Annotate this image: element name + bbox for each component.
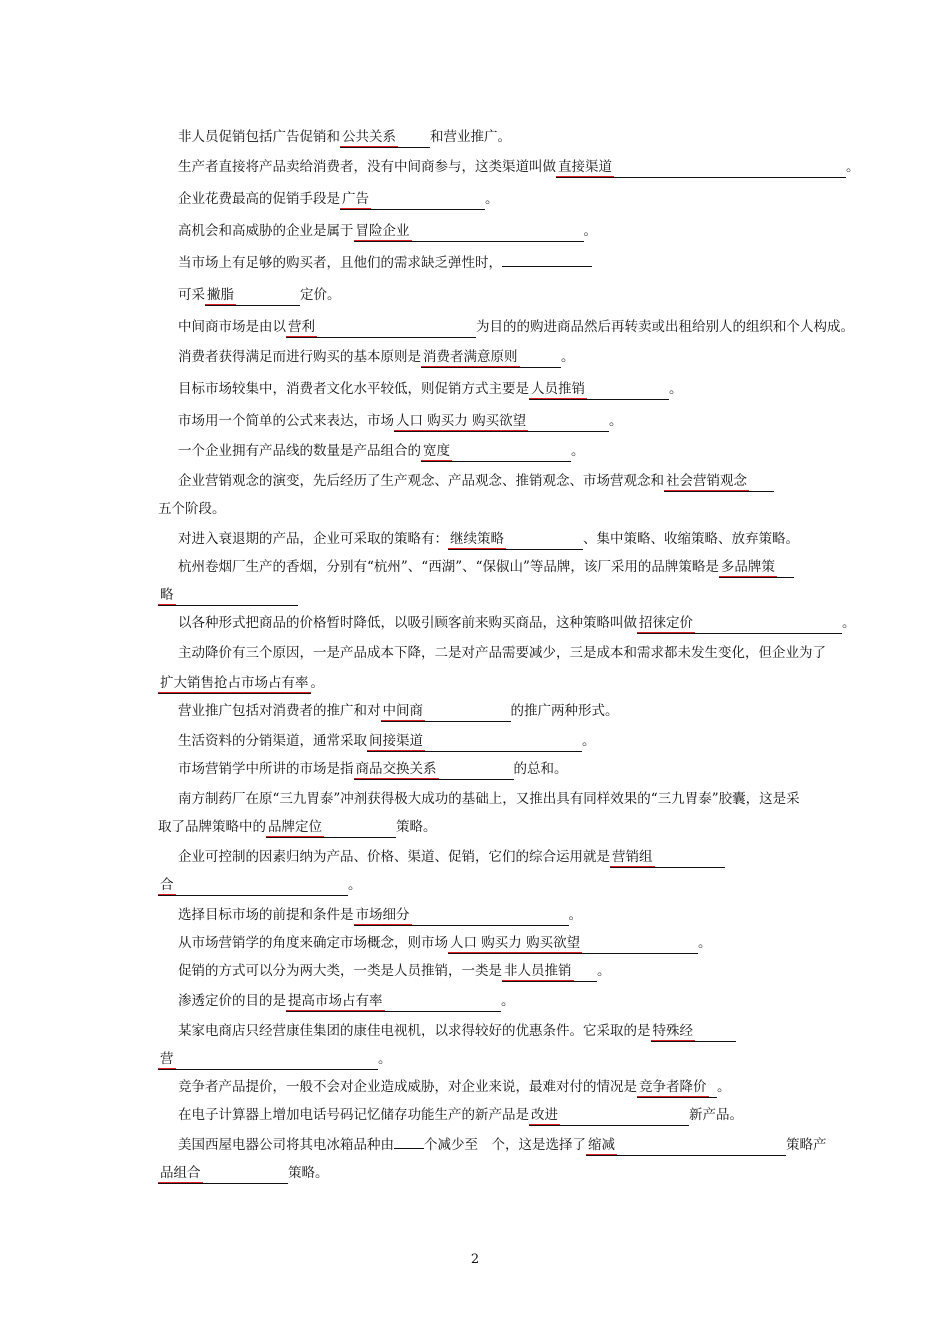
- answer-text: 撇脂: [207, 287, 234, 303]
- question-line: [178, 760, 568, 780]
- question-line: [178, 472, 774, 492]
- answer-text: 中间商: [382, 703, 423, 719]
- answer-text: 广告: [342, 191, 369, 207]
- question-text: 竞争者产品提价，一般不会对企业造成威胁，对企业来说，最难对付的情况是: [178, 1079, 637, 1095]
- question-line: [178, 530, 799, 550]
- question-line: [158, 1164, 329, 1184]
- question-line: [178, 254, 592, 272]
- question-text-tail: 。: [378, 1051, 392, 1067]
- question-line: [178, 1106, 743, 1126]
- question-text-tail: 。: [669, 381, 683, 397]
- answer-text: 营销组: [612, 849, 653, 865]
- question-text-tail: 。: [717, 1079, 731, 1095]
- question-text: 生产者直接将产品卖给消费者，没有中间商参与，这类渠道叫做: [178, 159, 556, 175]
- question-text-tail: 为目的的购进商品然后再转卖或出租给别人的组织和个人构成。: [476, 319, 854, 335]
- answer-blank: [158, 876, 348, 896]
- answer-blank: [651, 1022, 736, 1042]
- question-line: [178, 318, 854, 338]
- question-text: 美国西屋电器公司将其电冰箱品种由: [178, 1137, 394, 1153]
- question-text: 市场用一个简单的公式来表达，市场: [178, 413, 394, 429]
- question-line: [178, 906, 582, 926]
- answer-text: 竞争者降价: [639, 1079, 707, 1095]
- question-line: [178, 962, 611, 982]
- question-text: 中间商市场是由以: [178, 319, 286, 335]
- question-text-tail: 新产品。: [689, 1107, 743, 1123]
- answer-text: 人口 购买力 购买欲望: [450, 935, 581, 951]
- question-line: [178, 1022, 736, 1042]
- answer-text: 略: [160, 587, 174, 603]
- question-text-tail: 。: [348, 877, 362, 893]
- question-line: [178, 222, 597, 242]
- answer-text: 品牌定位: [268, 819, 322, 835]
- question-text: 对进入衰退期的产品，企业可采取的策略有：: [178, 531, 448, 547]
- answer-blank: [421, 348, 561, 368]
- question-text: 促销的方式可以分为两大类，一类是人员推销，一类是: [178, 963, 502, 979]
- question-line: [178, 934, 712, 954]
- answer-text: 多品牌策: [720, 559, 775, 575]
- answer-blank: [448, 530, 583, 550]
- question-text-tail: 策略: [786, 1137, 813, 1153]
- question-text-tail: 策略。: [288, 1165, 329, 1181]
- answer-blank: [354, 222, 584, 242]
- answer-blank: [286, 318, 476, 338]
- question-line: [178, 848, 725, 868]
- answer-text: 招徕定价: [639, 615, 693, 631]
- answer-text: 公共关系: [342, 129, 396, 145]
- question-line: [178, 128, 511, 148]
- question-text-tail: 。: [582, 733, 596, 749]
- answer-blank: [502, 266, 592, 267]
- question-text-tail: 的推广两种形式。: [510, 703, 619, 719]
- question-line: [178, 286, 341, 306]
- question-text-tail: 。: [571, 443, 585, 459]
- question-text: 从市场营销学的角度来确定市场概念，则市场: [178, 935, 448, 951]
- answer-blank: [556, 158, 846, 178]
- question-text: 消费者获得满足而进行购买的基本原则是: [178, 349, 421, 365]
- question-text: 南方制药厂在原“三九胃泰”冲剂获得极大成功的基础上，又推出具有同样效果的“三九胃泰”胶囊，这是采: [178, 791, 800, 807]
- question-text-tail: 、集中策略、收缩策略、放弃策略。: [583, 531, 799, 547]
- question-line: [178, 614, 856, 634]
- question-line: [158, 876, 362, 896]
- answer-blank: [205, 286, 300, 306]
- answer-text: 人员推销: [531, 381, 585, 397]
- answer-blank: [340, 128, 430, 148]
- question-text: 当市场上有足够的购买者，且他们的需求缺乏弹性时，: [178, 255, 502, 271]
- question-text: 主动降价有三个原因，一是产品成本下降，二是对产品需要减少，三是成本和需求都未发生变化，但企业为了: [178, 645, 826, 661]
- answer-blank: [637, 614, 842, 634]
- question-text-tail: 策略。: [396, 819, 437, 835]
- question-text: 杭州卷烟厂生产的香烟，分别有“杭州”、“西湖”、“保俶山”等品牌，该厂采用的品牌策略是: [178, 559, 719, 575]
- question-text: 渗透定价的目的是: [178, 993, 286, 1009]
- answer-text: 冒险企业: [355, 223, 410, 239]
- question-text: 高机会和高威胁的企业是属于: [178, 223, 354, 239]
- question-text: 在电子计算器上增加电话号码记忆储存功能生产的新产品是: [178, 1107, 529, 1123]
- question-text: 取了品牌策略中的: [158, 819, 266, 835]
- question-line: [178, 412, 623, 432]
- question-line: [158, 818, 437, 838]
- answer-blank: [158, 1164, 288, 1184]
- question-text-tail: 个减少至: [424, 1137, 478, 1153]
- question-line: [178, 1136, 827, 1156]
- answer-text: 非人员推销: [504, 963, 572, 979]
- answer-text: 宽度: [423, 443, 450, 459]
- question-text: 企业花费最高的促销手段是: [178, 191, 340, 207]
- answer-text: 扩大销售抢占市场占有率: [160, 675, 309, 691]
- answer-blank: [394, 412, 609, 432]
- answer-text: 缩减: [588, 1137, 615, 1153]
- answer-blank: [354, 906, 569, 926]
- question-line: [178, 380, 683, 400]
- question-line: [178, 1078, 731, 1098]
- question-line: [158, 1050, 392, 1070]
- answer-text: 产: [813, 1137, 827, 1153]
- answer-blank: [266, 818, 396, 838]
- question-line: [178, 558, 794, 578]
- question-text-tail: 定价。: [300, 287, 341, 303]
- question-text: 某家电商店只经营康佳集团的康佳电视机，以求得较好的优惠条件。它采取的是: [178, 1023, 651, 1039]
- answer-text: 社会营销观念: [666, 473, 747, 489]
- question-line: [158, 586, 298, 606]
- question-text-tail: 。: [561, 349, 575, 365]
- question-text-tail: 。: [846, 159, 860, 175]
- question-line: [178, 442, 585, 462]
- answer-blank: [421, 442, 571, 462]
- question-text-tail: 。: [609, 413, 623, 429]
- question-text-tail: 。: [842, 615, 856, 631]
- question-text: 五个阶段。: [158, 501, 226, 517]
- question-line: [178, 190, 499, 210]
- question-text-tail: 。: [310, 675, 324, 691]
- answer-blank: [529, 380, 669, 400]
- answer-text: 营利: [288, 319, 315, 335]
- answer-blank: [610, 848, 725, 868]
- answer-text: 合: [160, 877, 174, 893]
- question-line: [158, 500, 226, 518]
- question-text-tail: 。: [698, 935, 712, 951]
- answer-blank: [448, 934, 698, 954]
- question-line: [178, 790, 800, 808]
- question-line: [178, 702, 619, 722]
- answer-text: 市场细分: [355, 907, 410, 923]
- question-text-tail: 。: [501, 993, 515, 1009]
- answer-text: 品组合: [160, 1165, 201, 1181]
- question-text: 一个企业拥有产品线的数量是产品组合的: [178, 443, 421, 459]
- question-text-tail: 个，这是选择了: [478, 1137, 586, 1153]
- answer-blank: [586, 1136, 786, 1156]
- question-text: 目标市场较集中，消费者文化水平较低，则促销方式主要是: [178, 381, 529, 397]
- answer-blank: [664, 472, 774, 492]
- question-text: 可采: [178, 287, 205, 303]
- question-text-tail: 。: [568, 907, 582, 923]
- question-line: [178, 158, 860, 178]
- answer-text: 继续策略: [450, 531, 504, 547]
- answer-blank: [381, 702, 511, 722]
- answer-text: 商品交换关系: [355, 761, 437, 777]
- question-line: [178, 644, 826, 662]
- answer-blank: [158, 674, 311, 694]
- question-text-tail: 。: [597, 963, 611, 979]
- answer-blank: [158, 1050, 378, 1070]
- question-text: 企业营销观念的演变，先后经历了生产观念、产品观念、推销观念、市场营观念和: [178, 473, 664, 489]
- question-text-tail: 。: [485, 191, 499, 207]
- question-text: 生活资料的分销渠道，通常采取: [178, 733, 367, 749]
- answer-text: 特殊经: [652, 1023, 693, 1039]
- question-text: 以各种形式把商品的价格暂时降低，以吸引顾客前来购买商品，这种策略叫做: [178, 615, 637, 631]
- answer-blank: [286, 992, 501, 1012]
- answer-text: 人口 购买力 购买欲望: [396, 413, 527, 429]
- question-line: [178, 992, 515, 1012]
- answer-blank: [158, 586, 298, 606]
- question-line: [158, 674, 324, 694]
- answer-blank: [340, 190, 485, 210]
- answer-text: 改进: [531, 1107, 558, 1123]
- question-text: 选择目标市场的前提和条件是: [178, 907, 354, 923]
- answer-text: 间接渠道: [369, 733, 423, 749]
- answer-blank: [502, 962, 597, 982]
- question-text: 企业可控制的因素归纳为产品、价格、渠道、促销，它们的综合运用就是: [178, 849, 610, 865]
- question-line: [178, 348, 575, 368]
- answer-text: 营: [160, 1051, 174, 1067]
- page-number: 2: [470, 1252, 480, 1267]
- answer-blank: [637, 1078, 717, 1098]
- answer-blank: [367, 732, 582, 752]
- question-text: 市场营销学中所讲的市场是指: [178, 761, 354, 777]
- answer-blank: [394, 1148, 424, 1149]
- answer-blank: [529, 1106, 689, 1126]
- question-text: 非人员促销包括广告促销和: [178, 129, 340, 145]
- question-text-tail: 和营业推广。: [430, 129, 511, 145]
- answer-text: 直接渠道: [558, 159, 612, 175]
- answer-text: 消费者满意原则: [423, 349, 518, 365]
- question-text-tail: 的总和。: [513, 761, 568, 777]
- answer-blank: [354, 760, 514, 780]
- answer-text: 提高市场占有率: [288, 993, 383, 1009]
- question-line: [178, 732, 596, 752]
- question-text: 营业推广包括对消费者的推广和对: [178, 703, 381, 719]
- answer-blank: [719, 558, 794, 578]
- question-text-tail: 。: [583, 223, 597, 239]
